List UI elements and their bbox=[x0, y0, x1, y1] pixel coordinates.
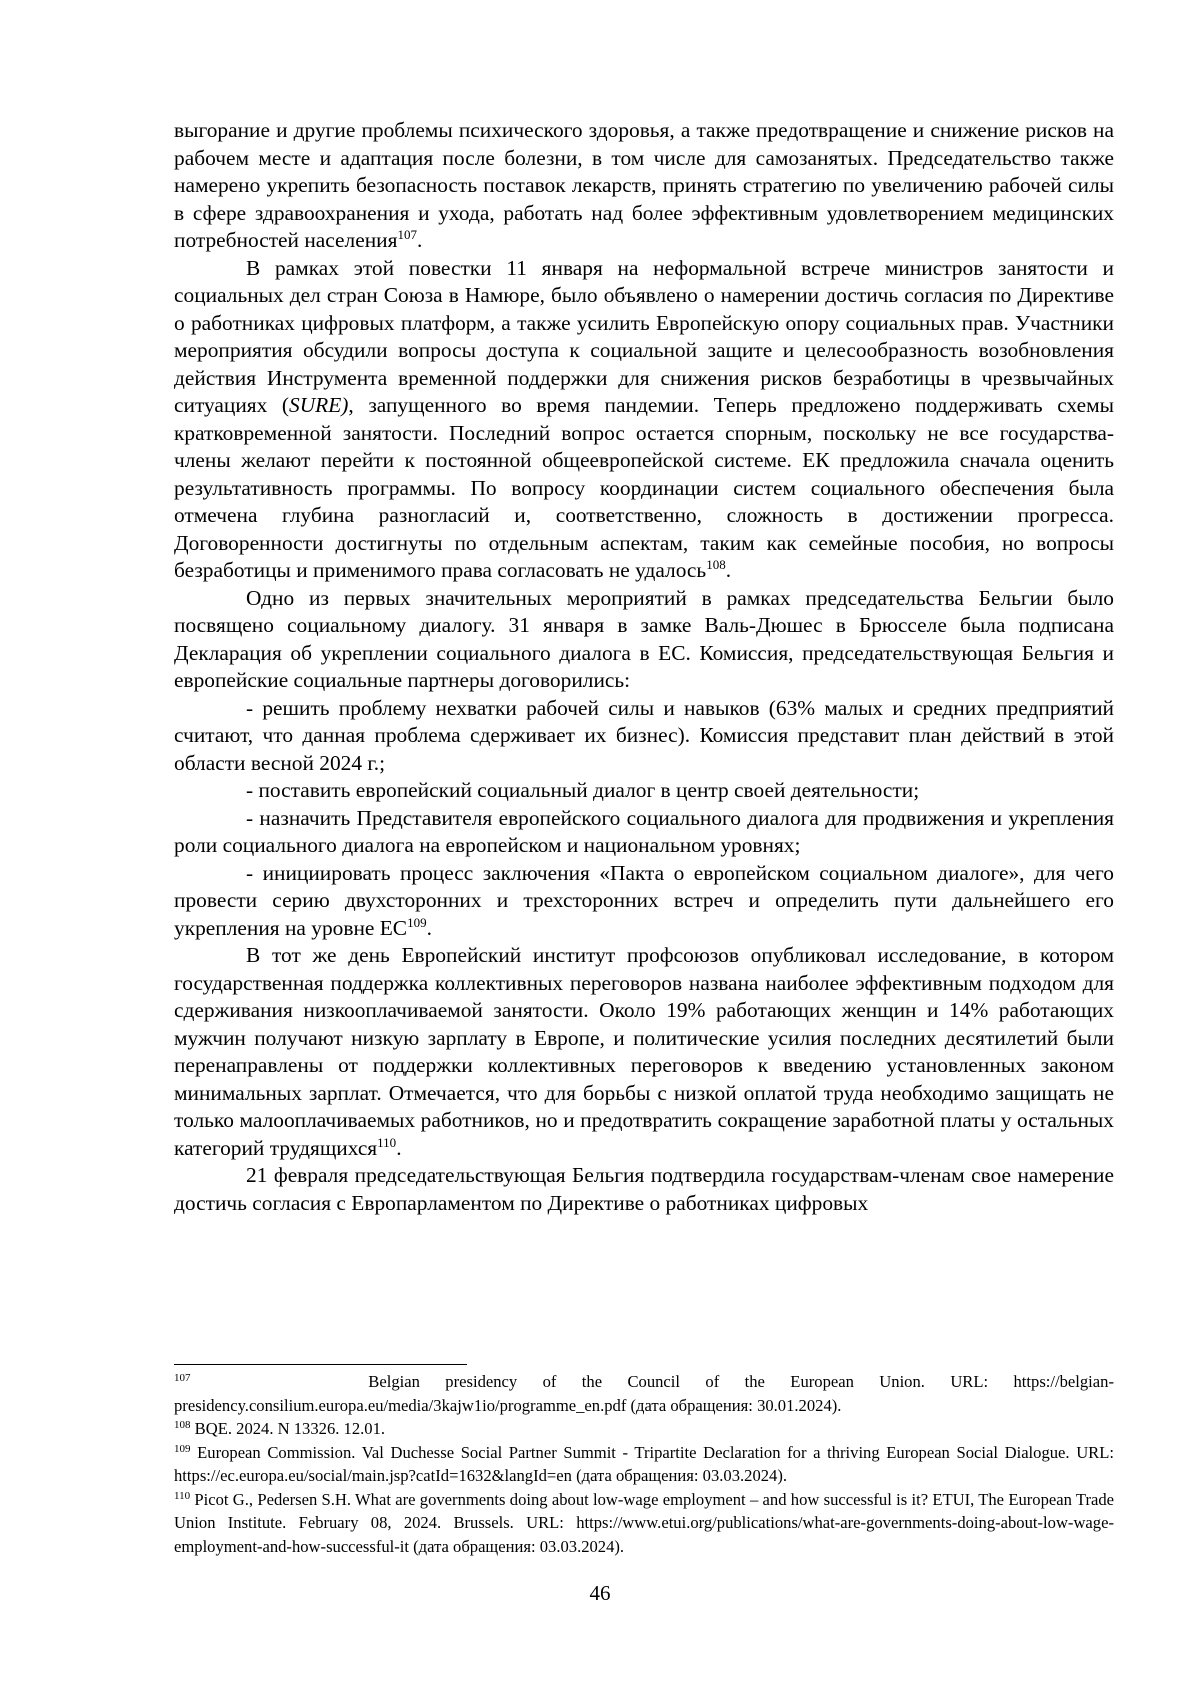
main-text bbox=[174, 117, 1114, 1217]
list-item: - решить проблему нехватки рабочей силы и навыков (63% малых и средних предприятий считают, что данная проблема сдерживает их бизнес). Комиссия представит план действий в этой области весной 2024 г.; bbox=[174, 695, 1114, 775]
paragraph-text: В рамках этой повестки 11 января на неформальной встрече министров занятости и социальных дел стран Союза в Намюре, было объявлено о намерении достичь согласия по Директиве о работниках цифровых платформ, а также усилить Европейскую опору социальных прав. Участники мероприятия обсудили вопросы доступа к социальной защите и целесообразность возобновления действия Инструмента временной поддержки для снижения рисков безработицы в чрезвычайных ситуациях ( bbox=[174, 255, 1114, 417]
list-item bbox=[174, 860, 1114, 943]
footnote-108 bbox=[174, 1417, 1114, 1441]
paragraph-1 bbox=[174, 117, 1114, 255]
footnote-text: Belgian presidency of the Council of the European Union. URL: https://belgian-presidency.consilium.europa.eu/media/3kajw1io/programme_en.pdf (дата обращения: 30.01.2024). bbox=[174, 1372, 1114, 1415]
footnote-number: 107 bbox=[174, 1372, 191, 1384]
footnote-ref-107[interactable]: 107 bbox=[397, 227, 417, 242]
punct: . bbox=[396, 1135, 402, 1160]
punct: . bbox=[416, 228, 423, 252]
footnote-number: 108 bbox=[174, 1419, 191, 1431]
italic-term: SURE) bbox=[289, 393, 349, 417]
footnote-text: European Commission. Val Duchesse Social Partner Summit - Tripartite Declaration for a thriving European Social Dialogue. URL: https://ec.europa.eu/social/main.jsp?catId=1632&langId=en (дата обращения: 03.03.2024). bbox=[174, 1442, 1114, 1485]
footnote-text: Picot G., Pedersen S.H. What are governments doing about low-wage employment – and how successful is it? ETUI, The European Trade Union Institute. February 08, 2024. Brussels. URL: https://www.etui.org/publications/what-are-governments-doing-about-low-wage-employment-and-how-successful-it (дата обращения: 03.03.2024). bbox=[174, 1489, 1115, 1556]
paragraph-4 bbox=[174, 942, 1114, 1162]
footnote-110 bbox=[174, 1488, 1114, 1559]
footnote-109 bbox=[174, 1441, 1114, 1488]
paragraph-text: В тот же день Европейский институт профсоюзов опубликовал исследование, в котором государственная поддержка коллективных переговоров названа наиболее эффективным подходом для сдерживания низкооплачиваемой занятости. Около 19% работающих женщин и 14% работающих мужчин получают низкую зарплату в Европе, и политические усилия последних десятилетий были перенаправлены от поддержки коллективных переговоров к введению установленных законом минимальных зарплат. Отмечается, что для борьбы с низкой оплатой труда необходимо защищать не только малооплачиваемых работников, но и предотвратить сокращение заработной платы у остальных категорий трудящихся bbox=[174, 943, 1114, 1160]
footnote-number: 110 bbox=[174, 1489, 191, 1502]
paragraph-text: - инициировать процесс заключения «Пакта о европейском социальном диалоге», для чего провести серию двухсторонних и трехсторонних встреч и определить пути дальнейшего его укрепления на уровне ЕС bbox=[174, 860, 1114, 940]
list-item: - поставить европейский социальный диалог в центр своей деятельности; bbox=[246, 778, 920, 802]
footnote-ref-109[interactable]: 109 bbox=[407, 914, 427, 930]
footnote-number: 109 bbox=[174, 1442, 191, 1455]
paragraph-2 bbox=[174, 255, 1114, 585]
paragraph-3: Одно из первых значительных мероприятий в рамках председательства Бельгии было посвящено социальному диалогу. 31 января в замке Валь-Дюшес в Брюсселе была подписана Декларация об укреплении социального диалога в ЕС. Комиссия, председательствующая Бельгия и европейские социальные партнеры договорились: bbox=[174, 585, 1114, 692]
footnote-ref-110[interactable]: 110 bbox=[377, 1134, 397, 1150]
footnote-separator bbox=[174, 1364, 467, 1365]
footnote-text: BQE. 2024. N 13326. 12.01. bbox=[194, 1419, 386, 1438]
paragraph-text: , запущенного во время пандемии. Теперь предложено поддерживать схемы кратковременной занятости. Последний вопрос остается спорным, поскольку не все государства-члены желают перейти к постоянной общеевропейской системе. ЕК предложила сначала оценить результативность программы. По вопросу координации систем социального обеспечения была отмечена глубина разногласий и, соответственно, сложность в достижении прогресса. Договоренности достигнуты по отдельным аспектам, таким как семейные пособия, но вопросы безработицы и применимого права согласовать не удалось bbox=[174, 393, 1114, 582]
punct: . bbox=[426, 915, 432, 940]
footnotes bbox=[174, 1370, 1114, 1558]
footnote-ref-108[interactable]: 108 bbox=[706, 557, 726, 572]
list-item: - назначить Представителя европейского социального диалога для продвижения и укрепления роли социального диалога на европейском и национальном уровнях; bbox=[174, 805, 1114, 857]
page-number: 46 bbox=[589, 1581, 611, 1605]
punct: . bbox=[725, 558, 732, 582]
paragraph-text: выгорание и другие проблемы психического здоровья, а также предотвращение и снижение рисков на рабочем месте и адаптация после болезни, в том числе для самозанятых. Председательство также намерено укрепить безопасность поставок лекарств, принять стратегию по увеличению рабочей силы в сфере здравоохранения и ухода, работать над более эффективным удовлетворением медицинских потребностей населения bbox=[174, 118, 1114, 252]
paragraph-5: 21 февраля председательствующая Бельгия подтвердила государствам-членам свое намерение достичь согласия с Европарламентом по Директиве о работниках цифровых bbox=[174, 1163, 1114, 1215]
footnote-107 bbox=[174, 1370, 1114, 1417]
